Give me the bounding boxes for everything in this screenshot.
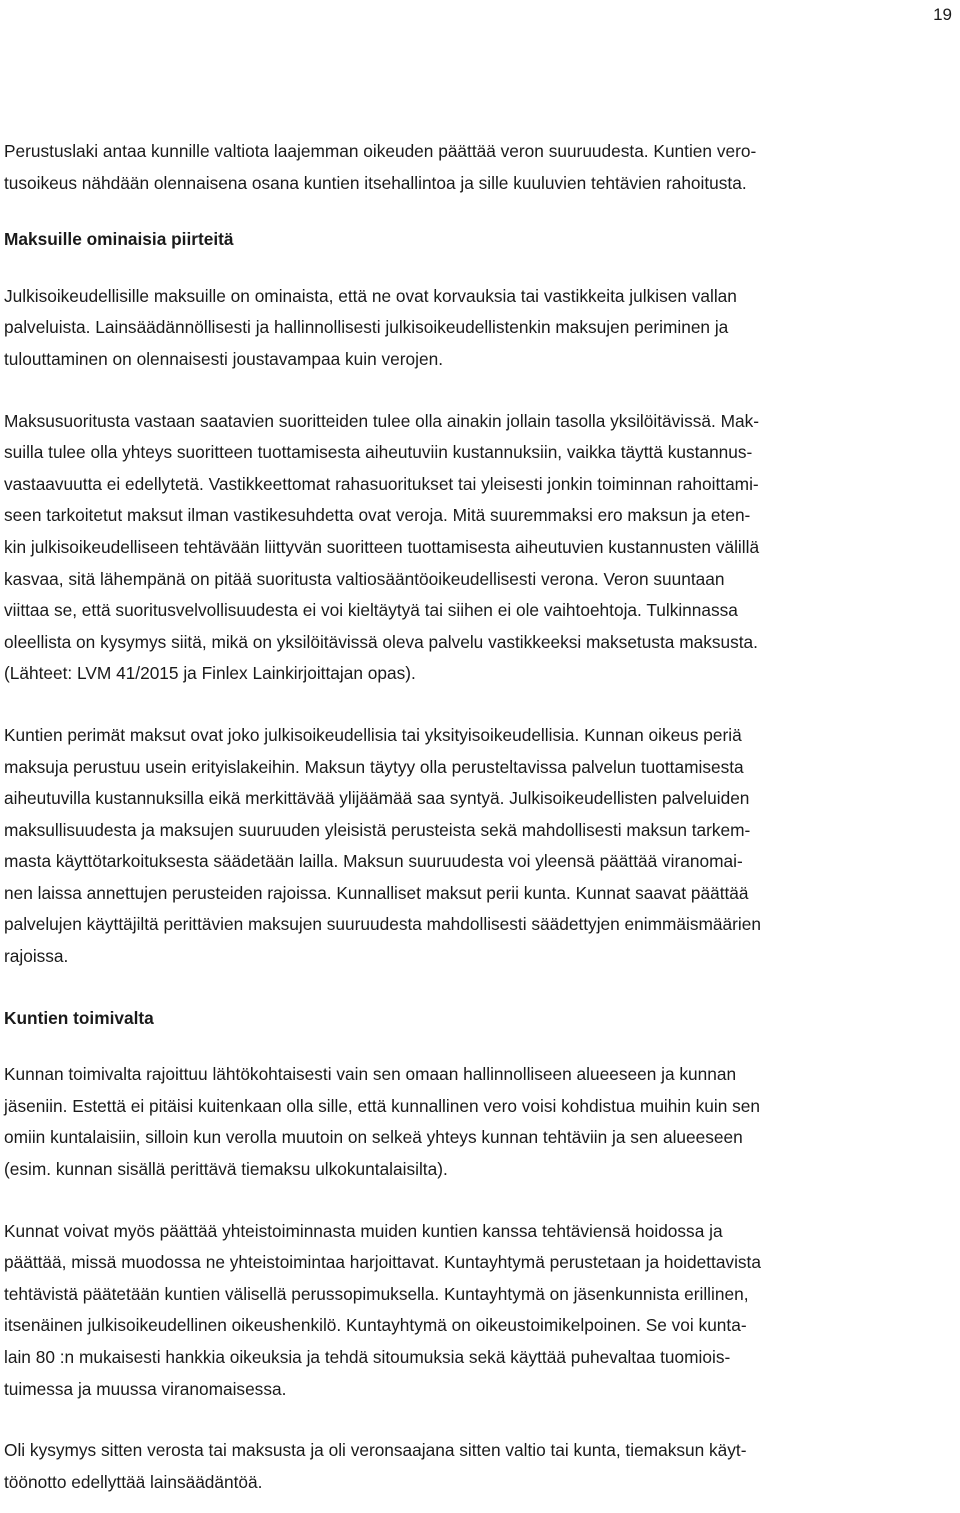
text-line: tehtävistä päätetään kuntien välisellä perussopimuksella. Kuntayhtymä on jäsenkunnista erillinen, — [4, 1283, 749, 1304]
text-line: töönotto edellyttää lainsäädäntöä. — [4, 1471, 263, 1492]
text-line: Oli kysymys sitten verosta tai maksusta ja oli veronsaajana sitten valtio tai kunta, tiemaksun käyt- — [4, 1440, 747, 1461]
text-line: suilla tulee olla yhteys suoritteen tuottamisesta aiheutuviin kustannuksiin, vaikka täyttä kustannus- — [4, 442, 753, 463]
text-line: päättää, missä muodossa ne yhteistoimintaa harjoittavat. Kuntayhtymä perustetaan ja hoidettavista — [4, 1252, 761, 1273]
text-line: tulouttaminen on olennaisesti joustavampaa kuin verojen. — [4, 348, 444, 369]
text-line: seen tarkoitetut maksut ilman vastikesuhdetta ovat veroja. Mitä suuremmaksi ero maksun ja eten- — [4, 505, 751, 526]
section-heading — [4, 224, 954, 256]
text-line: itsenäinen julkisoikeudellinen oikeushenkilö. Kuntayhtymä on oikeustoimikelpoinen. Se voi kunta- — [4, 1315, 747, 1336]
page-number: 19 — [933, 5, 952, 24]
text-line: Kunnat voivat myös päättää yhteistoiminnasta muiden kuntien kanssa tehtäviensä hoidossa ja — [4, 1220, 723, 1241]
text-line: jäseniin. Estettä ei pitäisi kuitenkaan olla sille, että kunnallinen vero voisi kohdistua muihin kuin sen — [4, 1095, 761, 1116]
text-line: Julkisoikeudellisille maksuille on ominaista, että ne ovat korvauksia tai vastikkeita julkisen vallan — [4, 285, 737, 306]
text-line: oleellista on kysymys siitä, mikä on yksilöitävissä oleva palvelu vastikkeeksi maksetusta maksusta. — [4, 631, 758, 652]
text-line: kasvaa, sitä lähempänä on pitää suoritusta valtiosääntöoikeudellisesti verona. Veron suuntaan — [4, 568, 725, 589]
text-line: Perustuslaki antaa kunnille valtiota laajemman oikeuden päättää veron suuruudesta. Kuntien vero- — [4, 141, 757, 161]
document-body — [4, 136, 954, 1498]
text-line: Kunnan toimivalta rajoittuu lähtökohtaisesti vain sen omaan hallinnolliseen alueeseen ja kunnan — [4, 1064, 737, 1085]
text-line: nen laissa annettujen perusteiden rajoissa. Kunnalliset maksut perii kunta. Kunnat saavat päättää — [4, 882, 749, 903]
text-line: maksullisuudesta ja maksujen suuruuden yleisistä perusteista sekä mahdollisesti maksun tarkem- — [4, 819, 751, 840]
text-line: tusoikeus nähdään olennaisena osana kuntien itsehallintoa ja sille kuuluvien tehtävien rahoitusta. — [4, 172, 747, 193]
section-heading — [4, 1003, 954, 1035]
text-line: maksuja perustuu usein erityislakeihin. Maksun täytyy olla perusteltavissa palvelun tuottamisesta — [4, 756, 744, 777]
text-line: tuimessa ja muussa viranomaisessa. — [4, 1378, 287, 1399]
text-line: aiheutuvilla kustannuksilla eikä merkittävää ylijäämää saa syntyä. Julkisoikeudellisten palveluiden — [4, 788, 750, 809]
text-line: lain 80 :n mukaisesti hankkia oikeuksia ja tehdä sitoumuksia sekä käyttää puhevaltaa tuomiois- — [4, 1347, 731, 1367]
text-line: (Lähteet: LVM 41/2015 ja Finlex Lainkirjoittajan opas). — [4, 663, 416, 684]
paragraph-1 — [4, 136, 954, 199]
text-line: (esim. kunnan sisällä perittävä tiemaksu ulkokuntalaisilta). — [4, 1159, 448, 1180]
text-line: Maksusuoritusta vastaan saatavien suoritteiden tulee olla ainakin jollain tasolla yksilöitävissä. Mak- — [4, 410, 759, 431]
paragraph-4 — [4, 720, 954, 973]
text-line: viittaa se, että suoritusvelvollisuudesta ei voi kieltäytyä tai siihen ei ole vaihtoehtoja. Tulkinnassa — [4, 600, 738, 621]
paragraph-2 — [4, 281, 954, 376]
text-line: rajoissa. — [4, 946, 69, 967]
text-line: kin julkisoikeudelliseen tehtävään liittyvän suoritteen tuottamisesta aiheutuvien kustannusten välillä — [4, 536, 760, 557]
paragraph-6 — [4, 1216, 954, 1406]
text-line: palvelujen käyttäjiltä perittävien maksujen suuruudesta mahdollisesti säädettyjen enimmäismäärien — [4, 914, 761, 935]
text-line: masta käyttötarkoituksesta säädetään lailla. Maksun suuruudesta voi yleensä päättää viranomai- — [4, 851, 743, 872]
paragraph-5 — [4, 1059, 954, 1185]
paragraph-7 — [4, 1435, 954, 1498]
text-line: vastaavuutta ei edellytetä. Vastikkeettomat rahasuoritukset tai yleisesti jonkin toiminnan rahoittami- — [4, 473, 759, 494]
paragraph-3 — [4, 406, 954, 690]
text-line: omiin kuntalaisiin, silloin kun verolla muutoin on selkeä yhteys kunnan tehtäviin ja sen alueeseen — [4, 1127, 743, 1148]
text-line: Kuntien perimät maksut ovat joko julkisoikeudellisia tai yksityisoikeudellisia. Kunnan oikeus periä — [4, 724, 742, 745]
heading-text: Kuntien toimivalta — [4, 1007, 154, 1028]
text-line: palveluista. Lainsäädännöllisesti ja hallinnollisesti julkisoikeudellistenkin maksujen periminen ja — [4, 317, 729, 338]
heading-text: Maksuille ominaisia piirteitä — [4, 229, 234, 250]
